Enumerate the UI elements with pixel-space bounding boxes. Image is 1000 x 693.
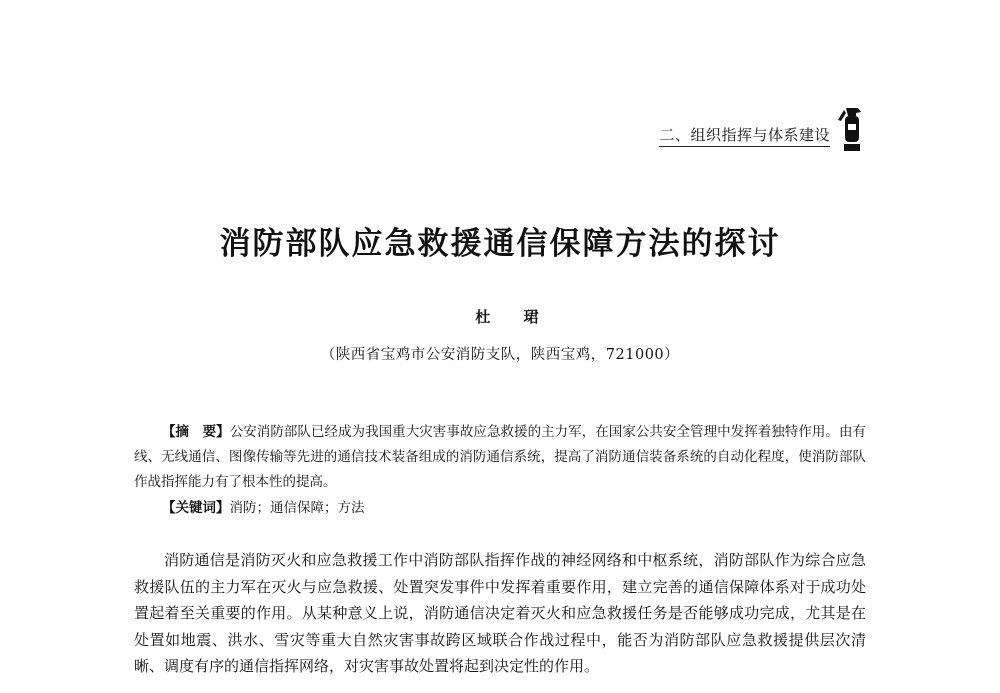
abstract-label: 【摘 要】 xyxy=(162,424,230,440)
keywords-text: 消防；通信保障；方法 xyxy=(229,500,365,516)
paper-title: 消防部队应急救援通信保障方法的探讨 xyxy=(219,226,781,262)
author-affiliation: （陕西省宝鸡市公安消防支队，陕西宝鸡，721000） xyxy=(320,347,680,363)
keywords xyxy=(162,496,365,521)
running-header: 二、组织指挥与体系建设 xyxy=(659,124,830,147)
abstract-text: 公安消防部队已经成为我国重大灾害事故应急救援的主力军，在国家公共安全管理中发挥着独特作用。由有线、无线通信、图像传输等先进的通信技术装备组成的消防通信系统，提高了消防通信装备系统的自动化程度，使消防部队作战指挥能力有了根本性的提高。 xyxy=(134,424,867,490)
author-name: 杜 珺 xyxy=(475,308,553,326)
abstract xyxy=(134,420,866,495)
fire-extinguisher-icon xyxy=(834,104,868,152)
keywords-label: 【关键词】 xyxy=(162,500,230,516)
body-paragraph: 消防通信是消防灭火和应急救援工作中消防部队指挥作战的神经网络和中枢系统，消防部队作为综合应急救援队伍的主力军在灭火与应急救援、处置突发事件中发挥着重要作用，建立完善的通信保障体系对于成功处置起着至关重要的作用。从某种意义上说，消防通信决定着灭火和应急救援任务是否能够成功完成，尤其是在处置如地震、洪水、雪灾等重大自然灾害事故跨区域联合作战过程中，能否为消防部队应急救援提供层次清晰、调度有序的通信指挥网络，对灾害事故处置将起到决定性的作用。 xyxy=(134,551,866,675)
